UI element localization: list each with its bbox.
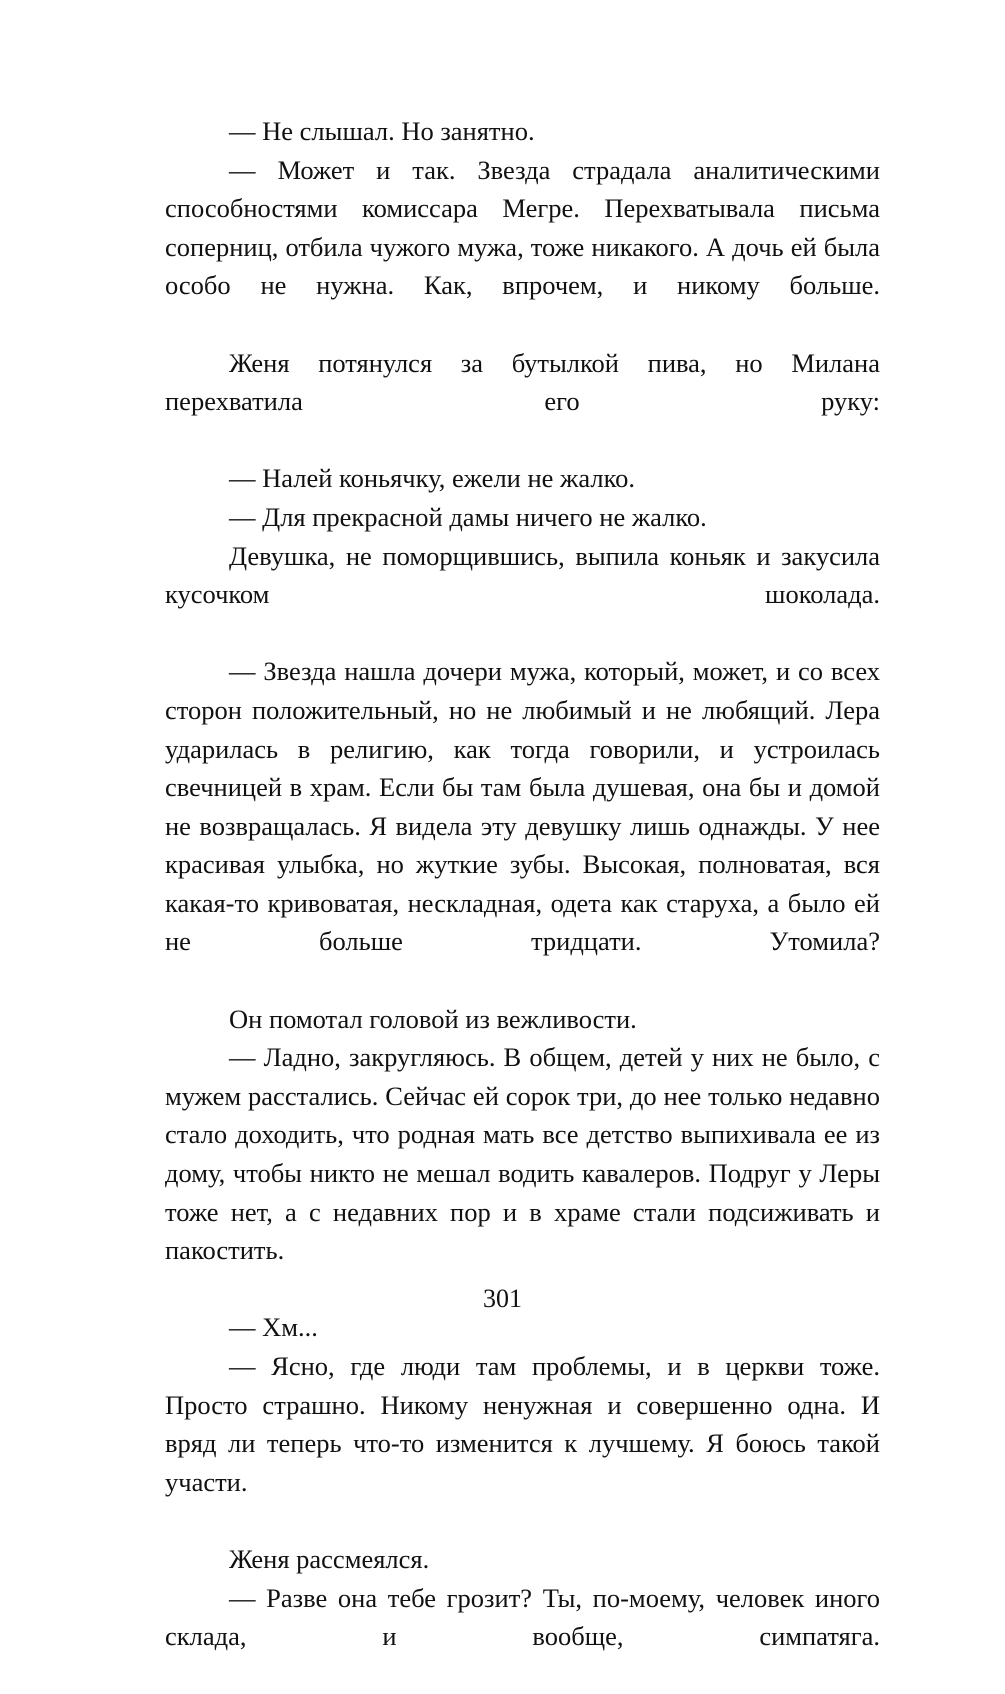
paragraph-narrative: Девушка, не поморщившись, выпила коньяк и закусила кусочком шоколада. [165, 540, 880, 610]
paragraph-narrative: Он помотал головой из вежливости. [229, 1003, 637, 1034]
paragraph-dialogue: — Звезда нашла дочери мужа, который, может, и со всех сторон положительный, но не любимый и не любящий. Лера ударилась в религию, как тогда говорили, и устроилась свечницей в храм. Если бы там была душевая, она бы и домой не возвращалась. Я видела эту девушку лишь однажды. У нее красивая улыбка, но жуткие зубы. Высокая, полноватая, вся какая-то кривоватая, нескладная, одета как старуха, а было ей не больше тридцати. Утомила? [165, 656, 880, 957]
paragraph-dialogue: — Ясно, где люди там проблемы, и в церкви тоже. Просто страшно. Никому ненужная и совершенно одна. И вряд ли теперь что-то изменится к лучшему. Я боюсь такой участи. [165, 1351, 880, 1497]
page-text-block [165, 112, 880, 1694]
page-number: 301 [483, 1284, 522, 1313]
paragraph-dialogue: — Хм... [229, 1312, 318, 1343]
paragraph-dialogue: — Ладно, закругляюсь. В общем, детей у них не было, с мужем расстались. Сейчас ей сорок три, до нее только недавно стало доходить, что родная мать все детство выпихивала ее из дому, чтобы никто не мешал водить кавалеров. Подруг у Леры тоже нет, а с недавних пор и в храме стали подсиживать и пакостить. [165, 1042, 880, 1266]
paragraph-narrative: Женя потянулся за бутылкой пива, но Милана перехватила его руку: [165, 347, 880, 417]
paragraph-dialogue: — Налей коньячку, ежели не жалко. [229, 463, 635, 494]
paragraph-narrative: Женя рассмеялся. [229, 1543, 430, 1574]
paragraph-dialogue: — Не слышал. Но занятно. [229, 116, 535, 146]
paragraph-dialogue: — Для прекрасной дамы ничего не жалко. [229, 501, 707, 532]
paragraph-dialogue: — Может и так. Звезда страдала аналитическими способностями комиссара Мегре. Перехватывала письма соперниц, отбила чужого мужа, тоже никакого. А дочь ей была особо не нужна. Как, впрочем, и никому больше. [165, 154, 880, 301]
paragraph-dialogue: — Разве она тебе грозит? Ты, по-моему, человек иного склада, и вообще, симпатяга. [165, 1582, 880, 1652]
